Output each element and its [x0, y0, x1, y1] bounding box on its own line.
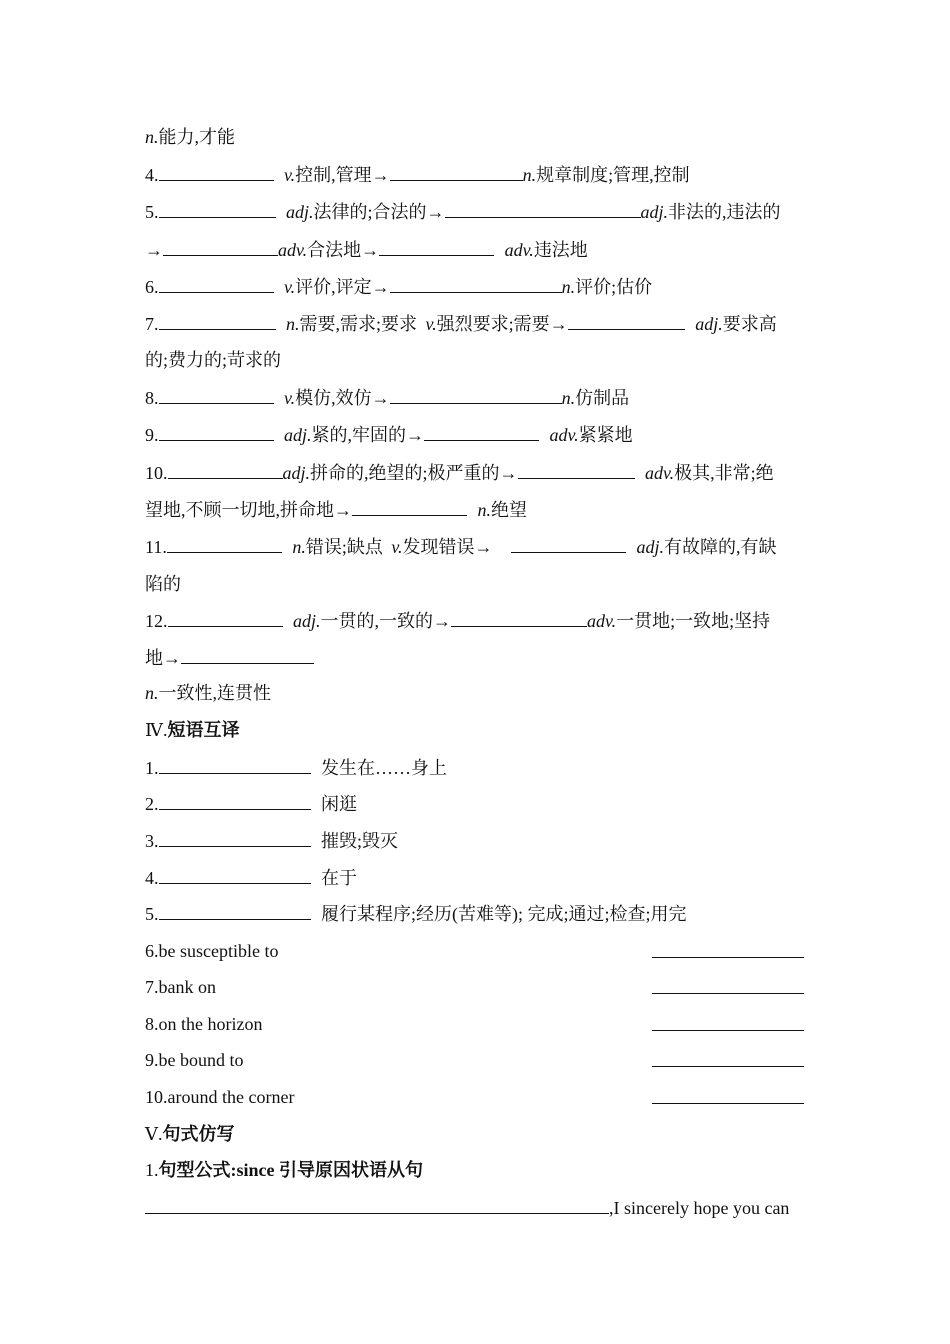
- definition: 强烈要求;需要: [436, 314, 550, 334]
- vocab-item-12-cont: [145, 646, 314, 668]
- answer-blank[interactable]: [451, 609, 587, 627]
- answer-blank[interactable]: [159, 163, 274, 181]
- pos-label: v.: [425, 314, 437, 334]
- section-number: Ⅴ.: [145, 1124, 163, 1144]
- item-number: 3.: [145, 831, 159, 851]
- definition: 一致性,连贯性: [158, 683, 271, 703]
- definition: 极其,非常;绝: [674, 463, 774, 483]
- arrow-icon: →: [499, 463, 518, 483]
- item-number: 6.: [145, 941, 159, 961]
- definition: 能力,才能: [158, 127, 235, 147]
- definition: 一贯地;一致地;坚持: [616, 611, 771, 631]
- definition: 拼命的,绝望的;极严重的: [310, 463, 500, 483]
- phrase-item-3: [145, 829, 398, 851]
- definition: 规章制度;管理,控制: [536, 165, 690, 185]
- answer-blank[interactable]: [390, 163, 523, 181]
- phrase-item-7: [145, 976, 845, 998]
- answer-blank[interactable]: [518, 461, 635, 479]
- pos-label: adj.: [695, 314, 723, 334]
- definition: 违法地: [533, 240, 588, 260]
- pos-label: adv.: [278, 240, 308, 260]
- answer-blank[interactable]: [159, 312, 276, 330]
- item-number: 6.: [145, 277, 159, 297]
- phrase-text: around the corner: [167, 1087, 295, 1107]
- definition: 需要,需求;要求: [299, 314, 418, 334]
- pos-label: n.: [145, 127, 159, 147]
- vocab-item-8: [145, 386, 629, 408]
- item-number: 10.: [145, 1087, 168, 1107]
- pos-label: adj.: [640, 202, 669, 222]
- phrase-item-4: [145, 866, 357, 888]
- definition: 有故障的,有缺: [664, 537, 777, 557]
- phrase-text: 摧毁;毁灭: [321, 831, 399, 851]
- item-number: 9.: [145, 1050, 159, 1070]
- definition: 评价,评定: [295, 277, 372, 297]
- phrase-text: 闲逛: [321, 794, 357, 814]
- arrow-icon: →: [361, 240, 380, 260]
- answer-blank[interactable]: [159, 866, 311, 884]
- section-title: 短语互译: [167, 720, 240, 740]
- arrow-icon: →: [474, 537, 493, 557]
- phrase-item-5: [145, 902, 687, 924]
- answer-blank[interactable]: [167, 535, 282, 553]
- phrase-item-1: [145, 756, 447, 778]
- definition: 法律的;合法的: [313, 202, 427, 222]
- vocab-item-12: [145, 609, 770, 631]
- vocab-item-4: [145, 163, 690, 185]
- definition: 紧紧地: [578, 425, 633, 445]
- pos-label: adv.: [549, 425, 579, 445]
- item-number: 1.: [145, 1160, 159, 1180]
- pos-label: n.: [292, 537, 306, 557]
- phrase-text: 履行某程序;经历(苦难等); 完成;通过;检查;用完: [321, 904, 687, 924]
- definition: 绝望: [491, 500, 527, 520]
- definition: 地: [145, 648, 163, 668]
- vocab-continuation: [145, 126, 235, 148]
- arrow-icon: →: [433, 611, 452, 631]
- pattern-keyword: since: [236, 1160, 275, 1180]
- vocab-item-11: [145, 535, 777, 557]
- arrow-icon: →: [549, 314, 568, 334]
- answer-blank[interactable]: [163, 238, 278, 256]
- pos-label: adj.: [282, 463, 311, 483]
- phrase-text: be bound to: [158, 1050, 244, 1070]
- pos-label: n.: [145, 683, 159, 703]
- answer-blank[interactable]: [424, 423, 539, 441]
- item-number: 10.: [145, 463, 168, 483]
- definition: 非法的,违法的: [668, 202, 781, 222]
- pattern-description: 引导原因状语从句: [274, 1160, 423, 1180]
- pos-label: v.: [284, 277, 296, 297]
- definition: 发现错误: [402, 537, 475, 557]
- answer-blank[interactable]: [652, 1013, 804, 1031]
- answer-blank[interactable]: [181, 646, 314, 664]
- phrase-text: on the horizon: [158, 1014, 263, 1034]
- arrow-icon: →: [426, 202, 445, 222]
- item-number: 11.: [145, 537, 167, 557]
- definition: 要求高: [722, 314, 777, 334]
- definition: 陷的: [145, 574, 181, 594]
- phrase-item-2: [145, 792, 357, 814]
- answer-blank[interactable]: [511, 535, 626, 553]
- phrase-text: 在于: [321, 868, 357, 888]
- pos-label: adj.: [293, 611, 321, 631]
- pos-label: adj.: [286, 202, 314, 222]
- item-number: 7.: [145, 977, 159, 997]
- vocab-item-12-cont2: [145, 682, 271, 704]
- section-heading-5: [145, 1123, 235, 1145]
- arrow-icon: →: [371, 388, 390, 408]
- pos-label: adv.: [504, 240, 534, 260]
- phrase-item-10: [145, 1086, 845, 1108]
- pos-label: v.: [284, 388, 296, 408]
- item-number: 8.: [145, 388, 159, 408]
- arrow-icon: →: [334, 500, 352, 520]
- vocab-item-10: [145, 461, 774, 483]
- definition: 评价;估价: [575, 277, 653, 297]
- pos-label: adv.: [587, 611, 617, 631]
- phrase-item-6: [145, 940, 845, 962]
- answer-blank[interactable]: [159, 829, 311, 847]
- answer-blank[interactable]: [445, 200, 641, 218]
- vocab-item-7-cont: [145, 349, 281, 371]
- item-number: 2.: [145, 794, 159, 814]
- answer-blank[interactable]: [390, 275, 562, 293]
- pattern-sentence-1: [145, 1196, 789, 1218]
- item-number: 4.: [145, 165, 159, 185]
- answer-blank[interactable]: [168, 461, 283, 479]
- definition: 望地,不顾一切地,拼命地: [145, 500, 334, 520]
- pattern-label: 句型公式:: [158, 1160, 237, 1180]
- pos-label: v.: [284, 165, 296, 185]
- answer-blank[interactable]: [168, 609, 283, 627]
- answer-blank[interactable]: [159, 792, 311, 810]
- answer-blank[interactable]: [652, 940, 804, 958]
- pos-label: n.: [561, 388, 576, 408]
- answer-blank[interactable]: [145, 1196, 609, 1214]
- pos-label: v.: [391, 537, 403, 557]
- arrow-icon: →: [371, 277, 390, 297]
- item-number: 12.: [145, 611, 168, 631]
- item-number: 9.: [145, 425, 159, 445]
- definition: 控制,管理: [295, 165, 372, 185]
- pos-label: n.: [477, 500, 491, 520]
- definition: 模仿,效仿: [295, 388, 372, 408]
- answer-blank[interactable]: [568, 312, 685, 330]
- phrase-item-9: [145, 1049, 845, 1071]
- definition: 一贯的,一致的: [320, 611, 434, 631]
- answer-blank[interactable]: [352, 498, 467, 516]
- answer-blank[interactable]: [159, 756, 311, 774]
- pos-label: adj.: [636, 537, 665, 557]
- phrase-text: be susceptible to: [158, 941, 279, 961]
- definition: 合法地: [307, 240, 362, 260]
- vocab-item-5-cont: [145, 238, 588, 260]
- pos-label: n.: [522, 165, 537, 185]
- arrow-icon: →: [371, 165, 390, 185]
- definition: 紧的,牢固的: [311, 425, 407, 445]
- pos-label: adj.: [284, 425, 312, 445]
- item-number: 7.: [145, 314, 159, 334]
- item-number: 8.: [145, 1014, 159, 1034]
- vocab-item-10-cont: [145, 498, 527, 520]
- phrase-item-8: [145, 1013, 845, 1035]
- answer-blank[interactable]: [159, 275, 274, 293]
- pattern-item-1: [145, 1159, 423, 1181]
- vocab-item-6: [145, 275, 652, 297]
- answer-blank[interactable]: [652, 976, 804, 994]
- definition: 错误;缺点: [305, 537, 383, 557]
- section-heading-4: [145, 719, 239, 741]
- phrase-text: bank on: [158, 977, 216, 997]
- pos-label: n.: [286, 314, 300, 334]
- answer-blank[interactable]: [652, 1086, 804, 1104]
- pos-label: adv.: [645, 463, 675, 483]
- vocab-item-9: [145, 423, 633, 445]
- answer-blank[interactable]: [379, 238, 494, 256]
- section-title: 句式仿写: [162, 1124, 235, 1144]
- item-number: 5.: [145, 202, 159, 222]
- pos-label: n.: [561, 277, 576, 297]
- arrow-icon: →: [406, 425, 425, 445]
- vocab-item-11-cont: [145, 573, 181, 595]
- phrase-text: 发生在……身上: [321, 758, 447, 778]
- section-number: Ⅳ.: [145, 720, 168, 740]
- answer-blank[interactable]: [159, 386, 274, 404]
- item-number: 5.: [145, 904, 159, 924]
- answer-blank[interactable]: [159, 200, 276, 218]
- vocab-item-7: [145, 312, 777, 334]
- answer-blank[interactable]: [652, 1049, 804, 1067]
- arrow-icon: →: [163, 648, 181, 668]
- definition: 仿制品: [575, 388, 630, 408]
- vocab-item-5: [145, 200, 781, 222]
- item-number: 4.: [145, 868, 159, 888]
- definition: 的;费力的;苛求的: [145, 350, 282, 370]
- answer-blank[interactable]: [159, 423, 274, 441]
- answer-blank[interactable]: [390, 386, 562, 404]
- arrow-icon: →: [145, 240, 163, 260]
- sentence-text: ,I sincerely hope you can: [609, 1198, 790, 1218]
- answer-blank[interactable]: [159, 902, 311, 920]
- item-number: 1.: [145, 758, 159, 778]
